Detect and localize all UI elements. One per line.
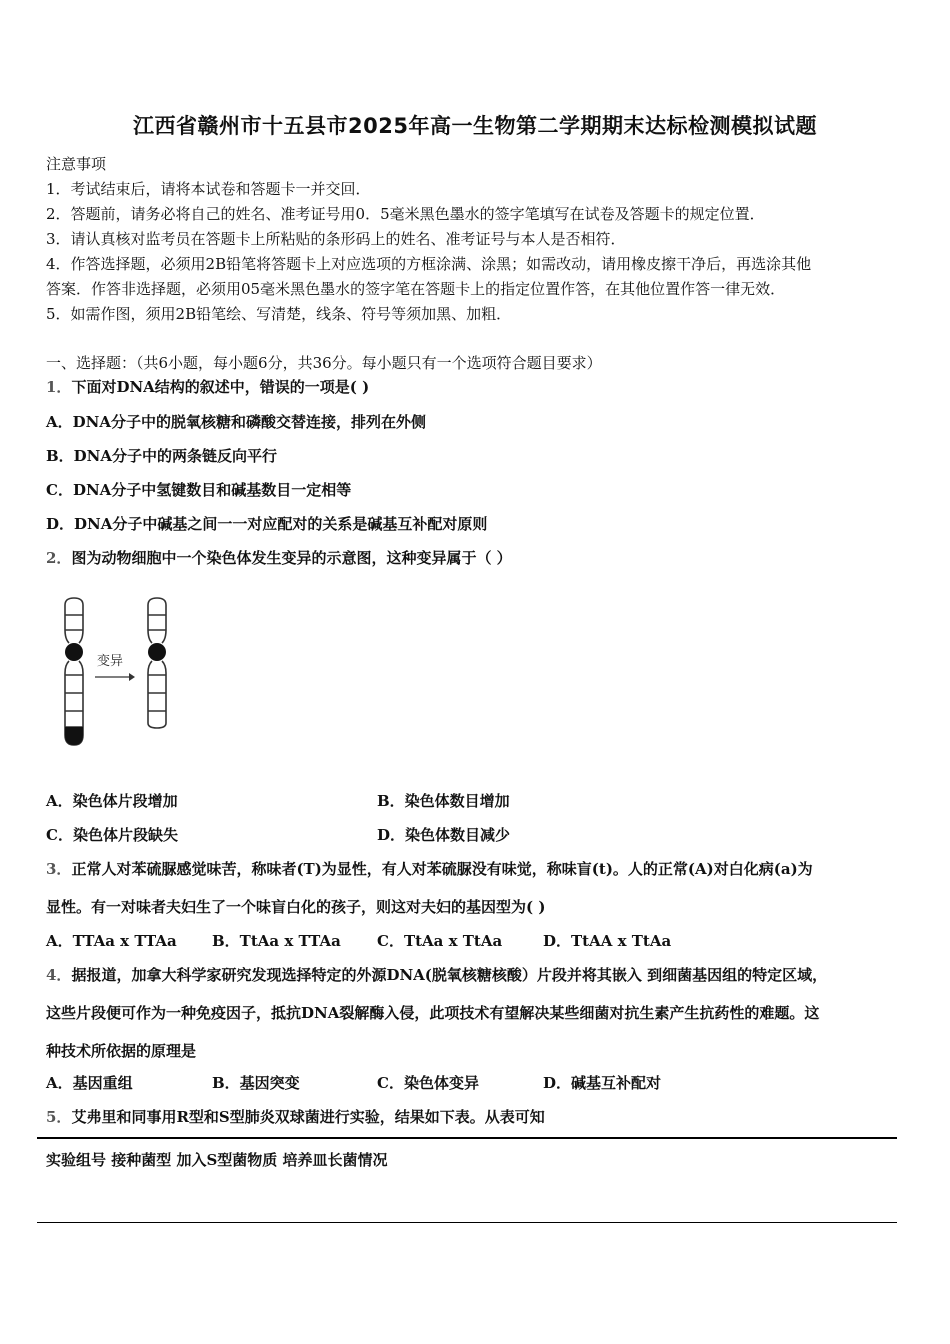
q2-option-d: D．染色体数目减少 [377, 826, 511, 844]
question-4-cont: 这些片段便可作为一种免疫因子，抵抗DNA裂解酶入侵，此项技术有望解决某些细菌对抗生素产生抗药性的难题。这 [46, 1004, 820, 1022]
centromere-before [65, 643, 83, 661]
q2-option-a: A．染色体片段增加 [46, 792, 178, 810]
q2-option-c: C．染色体片段缺失 [46, 826, 178, 844]
table-top-rule [37, 1137, 897, 1139]
question-number: 3． [46, 860, 72, 878]
q4-option-b: B．基因突变 [212, 1074, 300, 1092]
notice-item: 3．请认真核对监考员在答题卡上所粘贴的条形码上的姓名、准考证号与本人是否相符． [46, 230, 626, 248]
notice-item: 2．答题前，请务必将自己的姓名、准考证号用0．5毫米黑色墨水的签字笔填写在试卷及答题卡的规定位置． [46, 205, 765, 223]
question-number: 2． [46, 549, 72, 567]
q3-option-d: D．TtAA x TtAa [543, 932, 672, 950]
chromosome-before [65, 598, 83, 745]
q1-option-b: B．DNA分子中的两条链反向平行 [46, 447, 278, 465]
q3-option-a: A．TTAa x TTAa [46, 932, 177, 950]
question-4 [46, 964, 827, 985]
question-stem: 下面对DNA结构的叙述中，错误的一项是( ) [71, 378, 370, 396]
question-4-cont: 种技术所依据的原理是 [46, 1042, 197, 1060]
chromosome-mutation-figure [55, 595, 185, 755]
q1-option-c: C．DNA分子中氢键数目和碱基数目一定相等 [46, 481, 352, 499]
centromere-after [148, 643, 166, 661]
q4-option-c: C．染色体变异 [377, 1074, 479, 1092]
q4-option-a: A．基因重组 [46, 1074, 133, 1092]
figure-label: 变异 [97, 654, 124, 669]
question-3-cont: 显性。有一对味者夫妇生了一个味盲白化的孩子，则这对夫妇的基因型为( ) [46, 898, 546, 916]
q2-option-b: B．染色体数目增加 [377, 792, 510, 810]
q1-option-d: D．DNA分子中碱基之间一一对应配对的关系是碱基互补配对原则 [46, 515, 488, 533]
question-stem: 艾弗里和同事用R型和S型肺炎双球菌进行实验，结果如下表。从表可知 [71, 1108, 545, 1126]
q3-option-b: B．TtAa x TTAa [212, 932, 341, 950]
dark-band [65, 727, 83, 745]
notice-item: 1．考试结束后，请将本试卷和答题卡一并交回． [46, 180, 371, 198]
question-5 [46, 1106, 545, 1127]
section-heading: 一、选择题：（共6小题，每小题6分，共36分。每小题只有一个选项符合题目要求） [46, 354, 602, 372]
notice-heading: 注意事项 [46, 155, 107, 173]
q1-option-a: A．DNA分子中的脱氧核糖和磷酸交替连接，排列在外侧 [46, 413, 426, 431]
chromosome-after [148, 598, 166, 728]
question-stem: 正常人对苯硫脲感觉味苦，称味者(T)为显性，有人对苯硫脲没有味觉，称味盲(t)。人的正常(A)对白化病(a)为 [71, 860, 813, 878]
question-number: 1． [46, 378, 72, 396]
notice-item: 答案．作答非选择题，必须用05毫米黑色墨水的签字笔在答题卡上的指定位置作答，在其他位置作答一律无效． [46, 280, 786, 298]
notice-item: 5．如需作图，须用2B铅笔绘、写清楚，线条、符号等须加黑、加粗． [46, 305, 512, 323]
question-3 [46, 858, 813, 879]
question-number: 4． [46, 966, 72, 984]
question-1 [46, 376, 369, 397]
question-2 [46, 547, 512, 568]
page-title: 江西省赣州市十五县市2025年高一生物第二学期期末达标检测模拟试题 [133, 114, 817, 138]
table-header: 实验组号 接种菌型 加入S型菌物质 培养皿长菌情况 [46, 1151, 388, 1169]
question-stem: 图为动物细胞中一个染色体发生变异的示意图，这种变异属于（ ） [71, 549, 512, 567]
notice-item: 4．作答选择题，必须用2B铅笔将答题卡上对应选项的方框涂满、涂黑；如需改动，请用橡皮擦干净后，再选涂其他 [46, 255, 812, 273]
question-stem: 据报道，加拿大科学家研究发现选择特定的外源DNA(脱氧核糖核酸）片段并将其嵌入 到细菌基因组的特定区域， [71, 966, 828, 984]
q4-option-d: D．碱基互补配对 [543, 1074, 662, 1092]
question-number: 5． [46, 1108, 72, 1126]
table-rule [37, 1222, 897, 1223]
q3-option-c: C．TtAa x TtAa [377, 932, 503, 950]
